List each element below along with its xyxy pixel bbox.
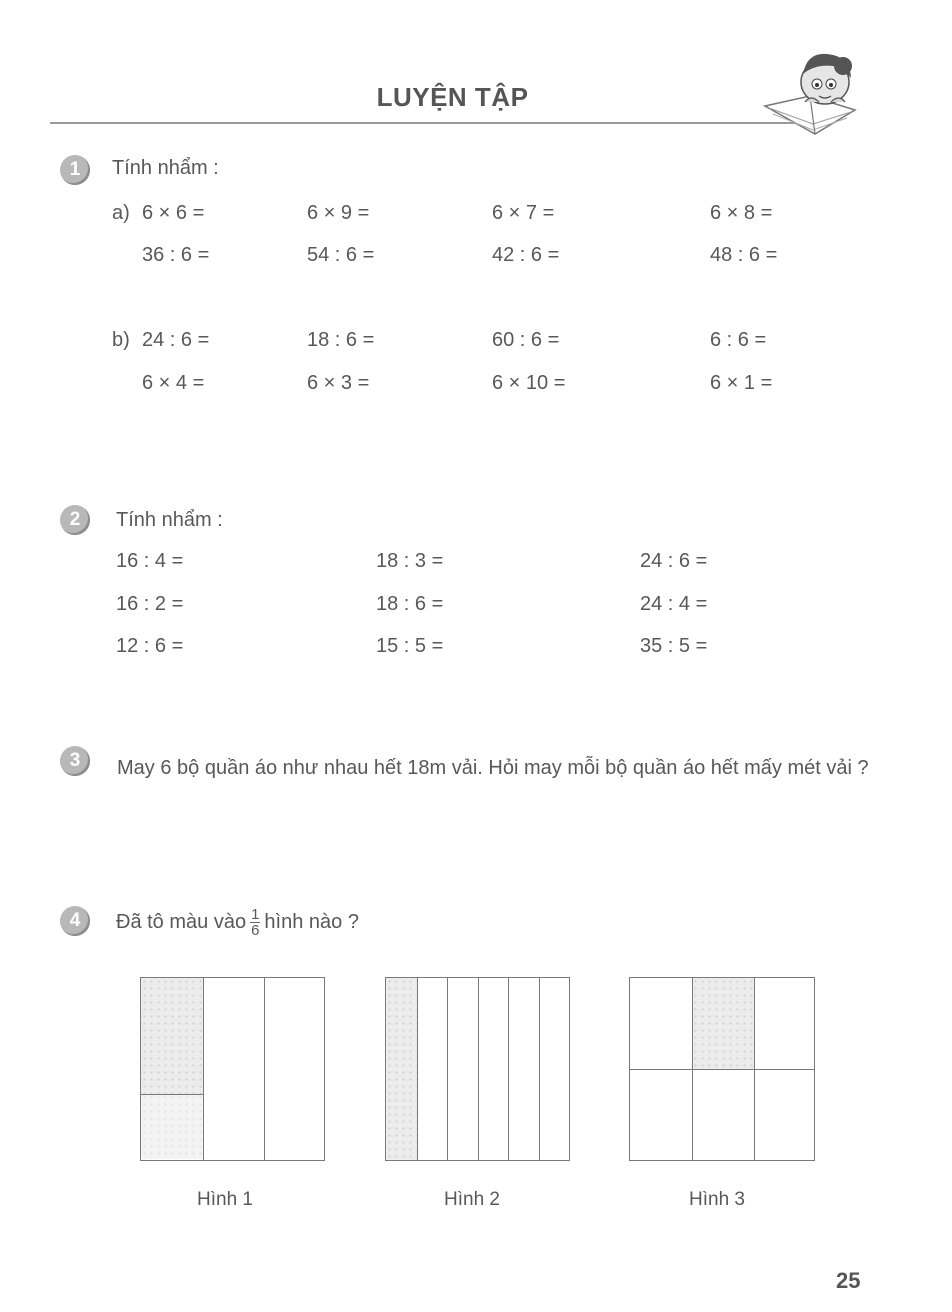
expression: 12 : 6 = xyxy=(116,635,184,657)
expression: 24 : 4 = xyxy=(640,593,708,615)
question-3-badge: 3 xyxy=(60,746,90,776)
figure-3 xyxy=(629,977,815,1161)
figure-2 xyxy=(385,977,570,1161)
question-1-prompt: Tính nhẩm : xyxy=(112,157,219,179)
expression: 16 : 2 = xyxy=(116,593,184,615)
reading-child-illustration xyxy=(755,44,865,149)
question-4-prompt xyxy=(116,904,359,940)
expression: 18 : 6 = xyxy=(376,593,444,615)
expression: 6 × 10 = xyxy=(492,372,566,394)
figure-1 xyxy=(140,977,325,1161)
expression: 18 : 3 = xyxy=(376,550,444,572)
divider xyxy=(539,978,540,1160)
expression: 42 : 6 = xyxy=(492,244,560,266)
cell xyxy=(141,1094,203,1159)
divider xyxy=(447,978,448,1160)
divider xyxy=(692,978,693,1160)
expression: 36 : 6 = xyxy=(142,244,210,266)
divider xyxy=(264,978,265,1160)
part-a-label: a) xyxy=(112,202,130,224)
divider xyxy=(203,978,204,1160)
prompt-before: Đã tô màu vào xyxy=(116,911,247,933)
fraction xyxy=(250,907,260,938)
divider xyxy=(417,978,418,1160)
expression: 6 × 1 = xyxy=(710,372,773,394)
prompt-after: hình nào ? xyxy=(264,911,359,933)
expression: 6 × 6 = xyxy=(142,202,205,224)
expression: 24 : 6 = xyxy=(640,550,708,572)
fraction-denominator: 6 xyxy=(251,922,260,940)
fraction-numerator: 1 xyxy=(251,906,260,924)
shaded-cell xyxy=(692,978,754,1069)
expression: 54 : 6 = xyxy=(307,244,375,266)
expression: 35 : 5 = xyxy=(640,635,708,657)
question-4-badge: 4 xyxy=(60,906,90,936)
question-3-text: May 6 bộ quần áo như nhau hết 18m vải. Hỏi may mỗi bộ quần áo hết mấy mét vải ? xyxy=(117,757,869,779)
shaded-cell xyxy=(386,978,417,1160)
expression: 6 × 4 = xyxy=(142,372,205,394)
page-title: LUYỆN TẬP xyxy=(376,82,529,112)
question-2-prompt: Tính nhẩm : xyxy=(116,509,223,531)
expression: 6 × 3 = xyxy=(307,372,370,394)
page-number: 25 xyxy=(836,1268,861,1293)
expression: 6 × 9 = xyxy=(307,202,370,224)
expression: 60 : 6 = xyxy=(492,329,560,351)
expression: 6 : 6 = xyxy=(710,329,767,351)
part-b-label: b) xyxy=(112,329,130,351)
figure-3-caption: Hình 3 xyxy=(689,1189,745,1210)
divider xyxy=(141,1094,203,1095)
question-1-badge: 1 xyxy=(60,155,90,185)
divider xyxy=(478,978,479,1160)
expression: 6 × 7 = xyxy=(492,202,555,224)
figure-2-caption: Hình 2 xyxy=(444,1189,500,1210)
expression: 18 : 6 = xyxy=(307,329,375,351)
divider xyxy=(630,1069,814,1070)
shaded-cell xyxy=(141,978,203,1094)
divider xyxy=(508,978,509,1160)
figure-1-caption: Hình 1 xyxy=(197,1189,253,1210)
expression: 48 : 6 = xyxy=(710,244,778,266)
title-rule xyxy=(50,122,830,124)
divider xyxy=(754,978,755,1160)
question-2-badge: 2 xyxy=(60,505,90,535)
expression: 6 × 8 = xyxy=(710,202,773,224)
expression: 16 : 4 = xyxy=(116,550,184,572)
expression: 15 : 5 = xyxy=(376,635,444,657)
expression: 24 : 6 = xyxy=(142,329,210,351)
